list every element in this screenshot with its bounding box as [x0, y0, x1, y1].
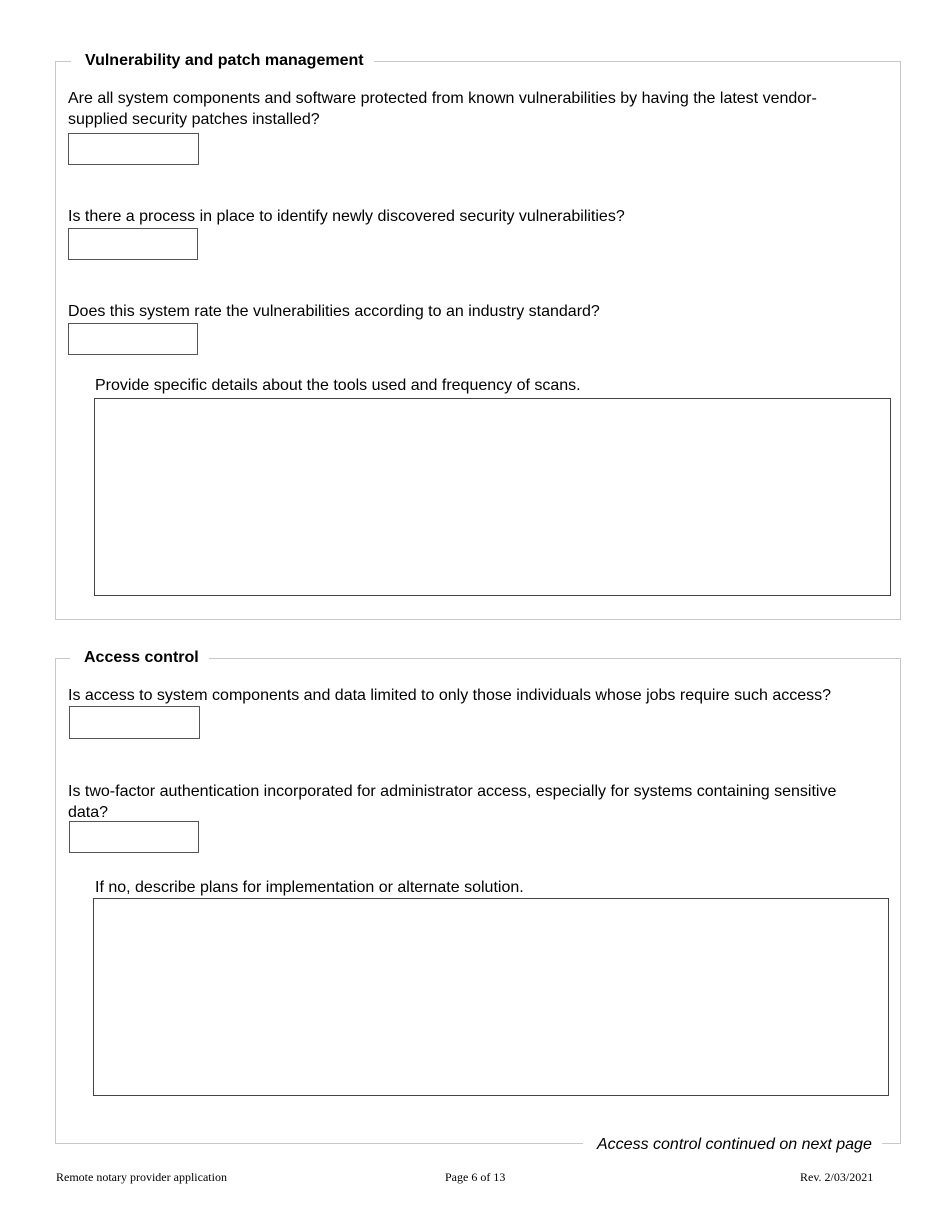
two-factor-question: Is two-factor authentication incorporated for administrator access, especially for systems containing sensitive data? — [68, 783, 837, 821]
footer-revision: Rev. 2/03/2021 — [800, 1170, 874, 1184]
vuln-process-answer-field[interactable] — [68, 228, 198, 260]
vulnerability-section-title: Vulnerability and patch management — [71, 51, 374, 71]
access-limit-question: Is access to system components and data limited to only those individuals whose jobs require such access? — [68, 687, 832, 704]
two-factor-answer-field[interactable] — [69, 821, 199, 853]
scan-details-textarea[interactable] — [94, 398, 891, 596]
access-limit-answer-field[interactable] — [69, 706, 200, 739]
scan-details-label: Provide specific details about the tools used and frequency of scans. — [95, 377, 581, 394]
footer-document-name: Remote notary provider application — [56, 1170, 227, 1184]
patches-question: Are all system components and software protected from known vulnerabilities by having the latest vendor-supplied security patches installed? — [68, 90, 817, 128]
vuln-rating-answer-field[interactable] — [68, 323, 198, 355]
continued-note: Access control continued on next page — [583, 1135, 882, 1155]
access-control-section-title: Access control — [70, 648, 209, 668]
footer-page-number: Page 6 of 13 — [445, 1170, 506, 1184]
implementation-plans-textarea[interactable] — [93, 898, 889, 1096]
patches-answer-field[interactable] — [68, 133, 199, 165]
vuln-rating-question: Does this system rate the vulnerabilities according to an industry standard? — [68, 303, 600, 320]
vuln-process-question: Is there a process in place to identify newly discovered security vulnerabilities? — [68, 208, 625, 225]
implementation-plans-label: If no, describe plans for implementation or alternate solution. — [95, 879, 524, 896]
